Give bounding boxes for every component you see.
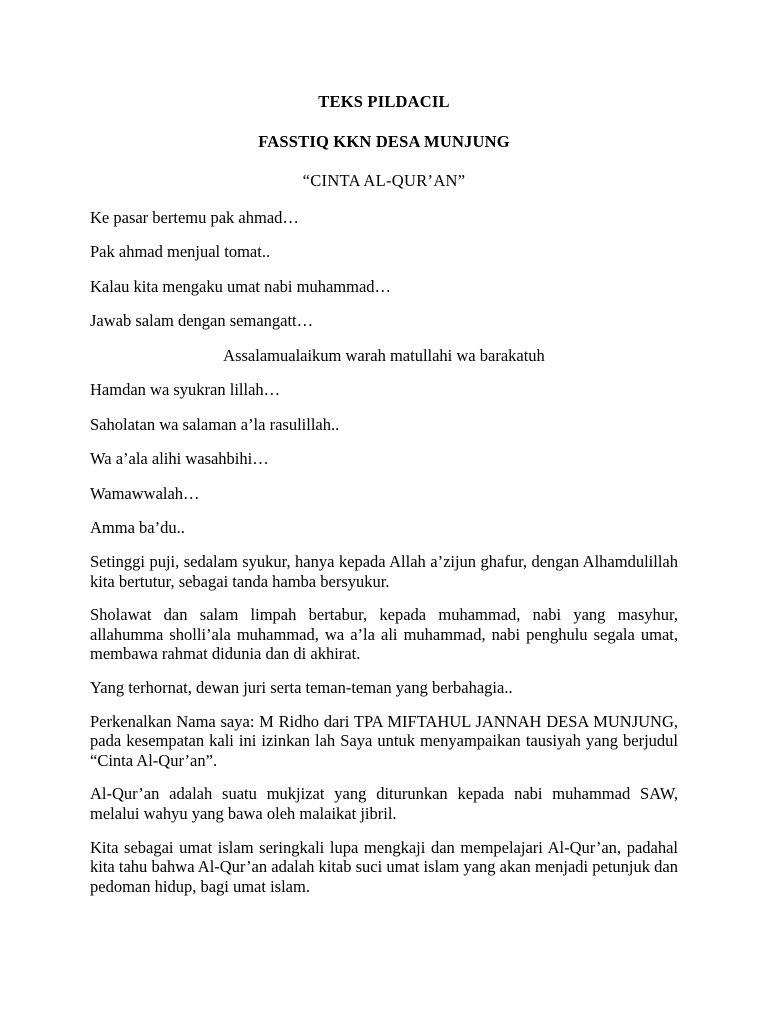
greeting-line: Hamdan wa syukran lillah… bbox=[90, 380, 281, 399]
opening-line: Pak ahmad menjual tomat.. bbox=[90, 242, 271, 261]
greeting-line: Amma ba’du.. bbox=[90, 518, 185, 537]
paragraph: Kita sebagai umat islam seringkali lupa mengkaji dan mempelajari Al-Qur’an, padahal kita tahu bahwa Al-Qur’an adalah kitab suci umat islam yang akan menjadi petunjuk dan pedoman hidup, bagi umat islam. bbox=[90, 837, 678, 896]
document-page bbox=[90, 78, 678, 896]
document-subtitle: FASSTIQ KKN DESA MUNJUNG bbox=[258, 132, 510, 151]
paragraph: Setinggi puji, sedalam syukur, hanya kepada Allah a’zijun ghafur, dengan Alhamdulillah kita bertutur, sebagai tanda hamba bersyukur. bbox=[90, 552, 678, 591]
opening-line: Kalau kita mengaku umat nabi muhammad… bbox=[90, 276, 392, 296]
opening-pantun bbox=[90, 208, 678, 539]
opening-line: Jawab salam dengan semangatt… bbox=[90, 311, 314, 330]
paragraph: Sholawat dan salam limpah bertabur, kepada muhammad, nabi yang masyhur, allahumma sholli’ala muhammad, wa a’la ali muhammad, nabi penghulu segala umat, membawa rahmat didunia dan di akhirat. bbox=[90, 605, 678, 664]
salam-line: Assalamualaikum warah matullahi wa barakatuh bbox=[223, 345, 545, 365]
greeting-line: Saholatan wa salaman a’la rasulillah.. bbox=[90, 414, 340, 434]
document-theme: “CINTA AL-QUR’AN” bbox=[302, 171, 466, 190]
paragraph: Perkenalkan Nama saya: M Ridho dari TPA MIFTAHUL JANNAH DESA MUNJUNG, pada kesempatan kali ini izinkan lah Saya untuk menyampaikan tausiyah yang berjudul “Cinta Al-Qur’an”. bbox=[90, 711, 678, 770]
document-title: TEKS PILDACIL bbox=[318, 92, 450, 111]
greeting-line: Wa a’ala alihi wasahbihi… bbox=[90, 449, 269, 468]
speech-body bbox=[90, 552, 678, 896]
paragraph: Yang terhornat, dewan juri serta teman-teman yang berbahagia.. bbox=[90, 677, 513, 697]
greeting-line: Wamawwalah… bbox=[90, 483, 200, 503]
paragraph: Al-Qur’an adalah suatu mukjizat yang diturunkan kepada nabi muhammad SAW, melalui wahyu yang bawa oleh malaikat jibril. bbox=[90, 784, 678, 823]
opening-line: Ke pasar bertemu pak ahmad… bbox=[90, 207, 299, 227]
